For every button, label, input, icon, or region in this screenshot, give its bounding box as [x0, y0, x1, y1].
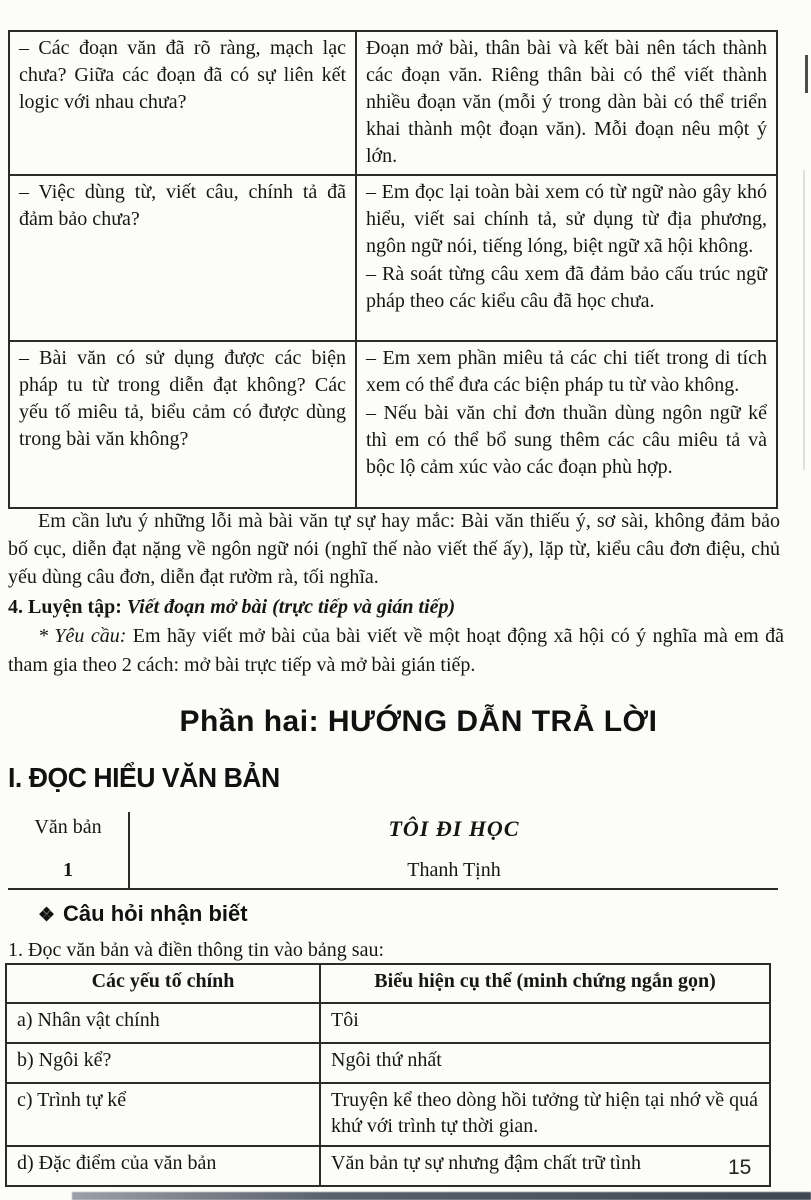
factor-cell: a) Nhân vật chính: [6, 1003, 320, 1043]
evidence-cell: Tôi: [320, 1003, 770, 1043]
answer-text: – Em đọc lại toàn bài xem có từ ngữ nào gây khó hiểu, viết sai chính tả, sử dụng từ địa phương, ngôn ngữ nói, tiếng lóng, biệt ngữ xã hội không.: [366, 181, 767, 257]
column-header: Biểu hiện cụ thể (minh chứng ngắn gọn): [320, 964, 770, 1003]
analysis-table: [5, 963, 771, 1187]
part-two-heading: Phần hai: HƯỚNG DẪN TRẢ LỜI: [179, 705, 658, 738]
text-author: Thanh Tịnh: [407, 859, 501, 881]
answer-cell: [356, 341, 777, 508]
table-row: [6, 1003, 770, 1043]
answer-cell: [356, 31, 777, 175]
evidence-cell: Văn bản tự sự nhưng đậm chất trữ tình: [320, 1146, 770, 1186]
table-row: [9, 341, 777, 508]
question-cell: [9, 31, 356, 175]
question-level-label: Câu hỏi nhận biết: [63, 901, 248, 926]
exercise-heading: [8, 594, 788, 621]
factor-cell: d) Đặc điểm của văn bản: [6, 1146, 320, 1186]
text-title-cell: [130, 812, 778, 888]
question-cell: [9, 341, 356, 508]
question-text: – Các đoạn văn đã rõ ràng, mạch lạc chưa? Giữa các đoạn đã có sự liên kết logic với nhau chưa?: [19, 37, 346, 113]
table-row: [6, 1146, 770, 1186]
evidence-cell: Truyện kể theo dòng hồi tưởng từ hiện tại nhớ về quá khứ với trình tự thời gian.: [320, 1083, 770, 1146]
requirement-paragraph: [8, 622, 784, 680]
answer-text: – Em xem phần miêu tả các chi tiết trong di tích xem có thể đưa các biện pháp tu từ vào không.: [366, 347, 767, 396]
question-cell: [9, 175, 356, 341]
text-number: 1: [63, 859, 73, 881]
requirement-label: * Yêu cầu:: [38, 625, 127, 647]
table-row: [9, 175, 777, 341]
exercise-label: 4. Luyện tập:: [8, 596, 122, 618]
exercise-title: Viết đoạn mở bài (trực tiếp và gián tiếp): [126, 596, 456, 618]
question-level-heading: [38, 901, 248, 927]
text-header-block: [8, 812, 778, 890]
evidence-cell: Ngôi thứ nhất: [320, 1043, 770, 1083]
question-text: – Bài văn có sử dụng được các biện pháp tu từ trong diễn đạt không? Các yếu tố miêu tả, biểu cảm có được dùng trong bài văn không?: [19, 347, 346, 450]
section-heading-reading: I. ĐỌC HIỂU VĂN BẢN: [8, 762, 280, 793]
table-header-row: [6, 964, 770, 1003]
factor-cell: b) Ngôi kể?: [6, 1043, 320, 1083]
answer-text: – Rà soát từng câu xem đã đảm bảo cấu trúc ngữ pháp theo các kiểu câu đã học chưa.: [366, 263, 767, 312]
review-checklist-table: [8, 30, 778, 509]
factor-cell: c) Trình tự kể: [6, 1083, 320, 1146]
column-header: Các yếu tố chính: [6, 964, 320, 1003]
table-row: [6, 1083, 770, 1146]
answer-text: – Nếu bài văn chỉ đơn thuần dùng ngôn ngữ kể thì em có thể bổ sung thêm các câu miêu tả và bộc lộ cảm xúc vào các đoạn phù hợp.: [366, 402, 767, 478]
requirement-text: Em hãy viết mở bài của bài viết về một hoạt động xã hội có ý nghĩa mà em đã tham gia theo 2 cách: mở bài trực tiếp và mở bài gián tiếp.: [8, 625, 785, 676]
scan-artifact: [805, 55, 808, 93]
question-text: – Việc dùng từ, viết câu, chính tả đã đảm bảo chưa?: [19, 181, 346, 230]
page-number: 15: [728, 1156, 752, 1179]
text-number-cell: [8, 812, 130, 888]
answer-text: Đoạn mở bài, thân bài và kết bài nên tách thành các đoạn văn. Riêng thân bài có thể viết thành nhiều đoạn văn (mỗi ý trong dàn bài có thể triển khai thành một đoạn văn). Mỗi đoạn nêu một ý lớn.: [366, 37, 767, 167]
scan-edge-shadow: [72, 1192, 811, 1200]
text-title: TÔI ĐI HỌC: [388, 816, 520, 841]
note-paragraph: Em cần lưu ý những lỗi mà bài văn tự sự hay mắc: Bài văn thiếu ý, sơ sài, không đảm bảo bố cục, diễn đạt nặng về ngôn ngữ nói (nghĩ thế nào viết thế ấy), lặp từ, kiểu câu đơn điệu, chủ yếu dùng câu đơn, diễn đạt rườm rà, tối nghĩa.: [8, 510, 780, 588]
table-row: [6, 1043, 770, 1083]
answer-cell: [356, 175, 777, 341]
table-row: [9, 31, 777, 175]
scan-artifact: [803, 170, 805, 470]
text-label: Văn bản: [34, 816, 102, 838]
diamond-bullet-icon: ❖: [38, 905, 56, 926]
instruction-line: 1. Đọc văn bản và điền thông tin vào bảng sau:: [8, 939, 385, 961]
